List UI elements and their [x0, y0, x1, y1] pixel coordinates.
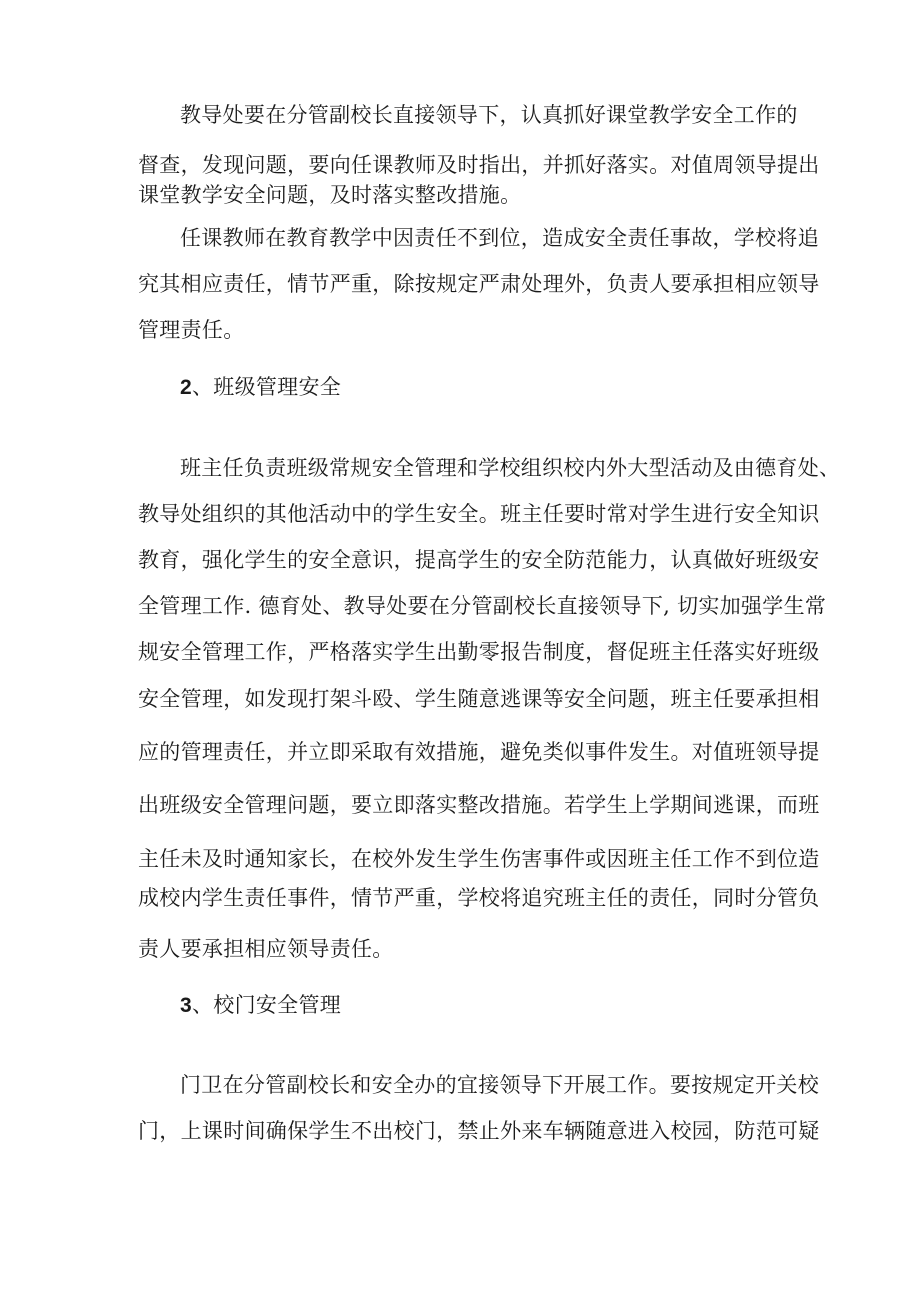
- paragraph-1-line-2: 督查，发现问题，要向任课教师及时指出，并抓好落实。对值周领导提出: [138, 153, 820, 177]
- paragraph-3-line-11: 责人要承担相应领导责任。: [138, 937, 394, 961]
- paragraph-3-line-7: 应的管理责任，并立即采取有效措施，避免类似事件发生。对值班领导提: [138, 740, 820, 764]
- paragraph-3-line-10: 成校内学生责任事件，情节严重，学校将追究班主任的责任，同时分管负: [138, 886, 820, 910]
- paragraph-3-line-1: 班主任负责班级常规安全管理和学校组织校内外大型活动及由德育处、: [180, 456, 841, 480]
- paragraph-1-line-1: 教导处要在分管副校长直接领导下，认真抓好课堂教学安全工作的: [180, 103, 798, 127]
- paragraph-1-line-3: 课堂教学安全问题，及时落实整改措施。: [138, 183, 522, 207]
- section-2-title: 、班级管理安全: [191, 375, 342, 399]
- paragraph-3-line-5: 规安全管理工作，严格落实学生出勤零报告制度，督促班主任落实好班级: [138, 640, 820, 664]
- paragraph-3-line-6: 安全管理，如发现打架斗殴、学生随意逃课等安全问题，班主任要承担相: [138, 687, 820, 711]
- paragraph-3-line-9: 主任未及时通知家长，在校外发生学生伤害事件或因班主任工作不到位造: [138, 847, 820, 871]
- section-3-title: 、校门安全管理: [191, 993, 342, 1017]
- paragraph-3-line-8: 出班级安全管理问题，要立即落实整改措施。若学生上学期间逃课，而班: [138, 793, 820, 817]
- paragraph-4-line-2: 门，上课时间确保学生不出校门，禁止外来车辆随意进入校园，防范可疑: [138, 1119, 820, 1143]
- paragraph-4-line-1: 门卫在分管副校长和安全办的宜接领导下开展工作。要按规定开关校: [180, 1073, 819, 1097]
- paragraph-3-line-4: 全管理工作. 德育处、教导处要在分管副校长直接领导下, 切实加强学生常: [138, 594, 827, 618]
- paragraph-3-line-3: 教育，强化学生的安全意识，提高学生的安全防范能力，认真做好班级安: [138, 548, 820, 572]
- paragraph-3-line-2: 教导处组织的其他活动中的学生安全。班主任要时常对学生进行安全知识: [138, 502, 820, 526]
- paragraph-2-line-2: 究其相应责任，情节严重，除按规定严肃处理外，负责人要承担相应领导: [138, 272, 820, 296]
- section-3-heading: [180, 991, 341, 1020]
- paragraph-2-line-3: 管理责任。: [138, 318, 245, 342]
- paragraph-2-line-1: 任课教师在教育教学中因责任不到位，造成安全责任事故，学校将追: [180, 226, 819, 250]
- section-2-number: 2: [180, 376, 192, 399]
- section-3-number: 3: [180, 994, 192, 1017]
- section-2-heading: [180, 373, 341, 402]
